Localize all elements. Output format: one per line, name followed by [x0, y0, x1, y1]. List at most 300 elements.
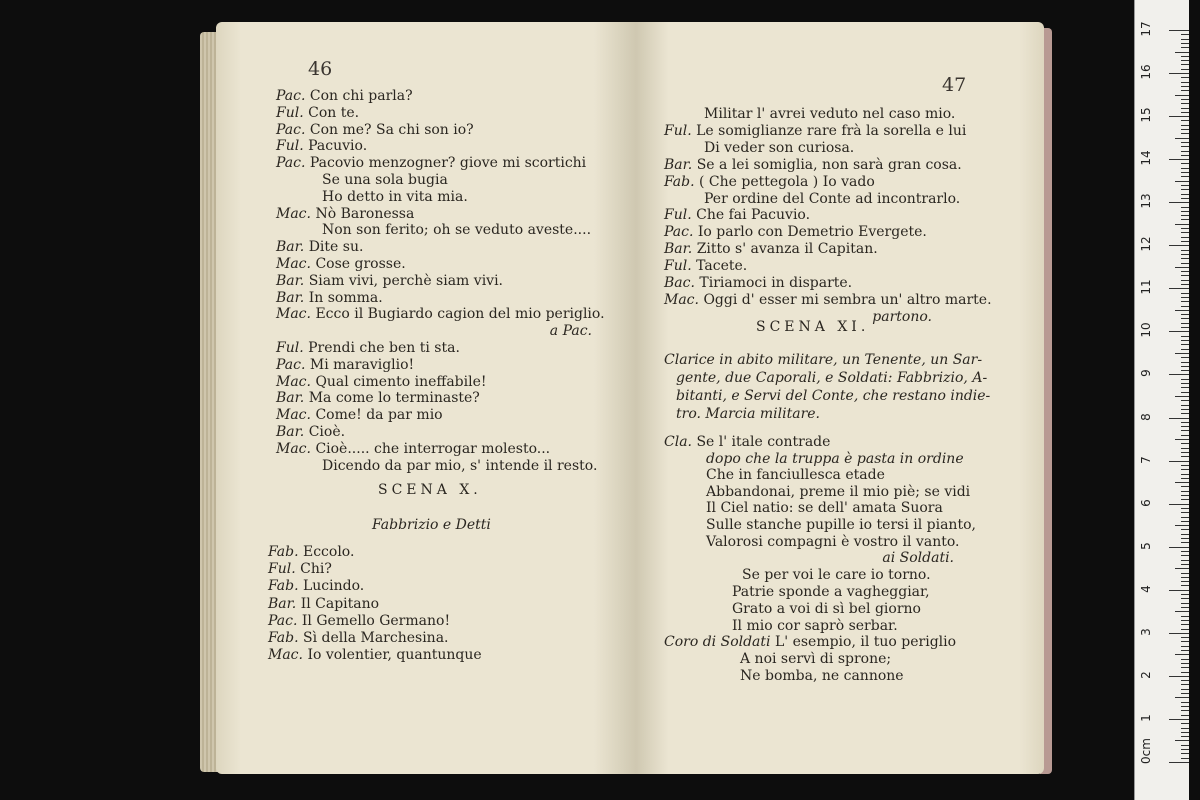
line-text: A noi servì di sprone; — [740, 651, 892, 667]
line-text: Oggi d' esser mi sembra un' altro marte. — [703, 291, 992, 308]
ruler-tick — [1181, 542, 1189, 543]
speaker-name: Fab. — [664, 173, 695, 190]
ruler-label: 14 — [1139, 150, 1153, 166]
speaker-name: Ful. — [664, 207, 692, 224]
ruler-tick — [1181, 435, 1189, 436]
speaker-name: Mac. — [276, 407, 311, 424]
chorus-line — [740, 651, 891, 667]
scene-subtitle: Fabbrizio e Detti — [372, 517, 491, 533]
text-line — [704, 140, 854, 156]
speaker-name: Bar. — [276, 289, 305, 306]
line-text: Cioè. — [308, 424, 346, 440]
ruler-tick — [1181, 254, 1189, 255]
text-line — [706, 517, 976, 533]
ruler-tick — [1181, 577, 1189, 578]
ruler-label: 4 — [1139, 584, 1153, 593]
ruler-tick — [1181, 293, 1189, 294]
ruler-tick — [1181, 650, 1189, 651]
ruler-tick — [1175, 138, 1189, 139]
ruler-tick — [1169, 202, 1189, 203]
line-text: Io parlo con Demetrio Evergete. — [697, 224, 927, 241]
line-text: Nò Baronessa — [315, 205, 415, 222]
ruler-tick — [1181, 207, 1189, 208]
verse-line: Grato a voi di sì bel giorno — [732, 601, 921, 617]
stage-direction: Clarice in abito militare, un Tenente, un Sar- — [664, 352, 983, 368]
line-text: Qual cimento ineffabile! — [315, 373, 487, 390]
line-text: In somma. — [308, 289, 383, 306]
ruler-tick — [1181, 517, 1189, 518]
ruler-tick — [1169, 331, 1189, 332]
ruler-tick — [1181, 155, 1189, 156]
measurement-ruler — [1134, 0, 1189, 800]
line-text: Dicendo da par mio, s' intende il resto. — [322, 457, 598, 474]
ruler-tick — [1181, 47, 1189, 48]
ruler-label: 13 — [1139, 193, 1153, 209]
ruler-tick — [1175, 353, 1189, 354]
line-text: Sulle stanche pupille io tersi il pianto, — [706, 517, 976, 533]
ruler-tick — [1181, 387, 1189, 388]
line-text: Le somiglianze rare frà la sorella e lui — [696, 122, 967, 139]
text-line — [664, 174, 875, 190]
speaker-name: Mac. — [664, 291, 699, 308]
speaker-name: Mac. — [276, 256, 311, 272]
ruler-tick — [1181, 90, 1189, 91]
text-line — [276, 239, 363, 255]
ruler-tick — [1181, 56, 1189, 57]
line-text: Di veder son curiosa. — [704, 139, 855, 156]
text-line — [276, 290, 383, 306]
ruler-tick — [1181, 452, 1189, 453]
chorus-label: Coro di Soldati — [664, 634, 771, 650]
text-line — [268, 578, 364, 594]
line-text: Se una sola bugia — [322, 172, 448, 188]
line-text: Sì della Marchesina. — [302, 630, 449, 646]
text-line — [664, 241, 878, 257]
line-text: dopo che la truppa è pasta in ordine — [706, 450, 964, 467]
ruler-tick — [1169, 461, 1189, 462]
ruler-label: 17 — [1139, 21, 1153, 37]
ruler-tick — [1181, 327, 1189, 328]
ruler-tick — [1181, 232, 1189, 233]
ruler-tick — [1181, 400, 1189, 401]
ruler-label: 8 — [1139, 412, 1153, 421]
ruler-tick — [1175, 525, 1189, 526]
ruler-tick — [1181, 448, 1189, 449]
ruler-tick — [1181, 271, 1189, 272]
chorus-line — [664, 634, 956, 650]
stage-direction: tro. Marcia militare. — [676, 406, 820, 422]
ruler-tick — [1181, 564, 1189, 565]
text-line — [872, 309, 932, 325]
ruler-tick — [1175, 611, 1189, 612]
ruler-tick — [1181, 723, 1189, 724]
line-text: Siam vivi, perchè siam vivi. — [308, 272, 504, 289]
line-text: Il Gemello Germano! — [301, 612, 451, 629]
text-line — [706, 451, 964, 467]
stage-direction: gente, due Caporali, e Soldati: Fabbrizio, A- — [676, 370, 988, 386]
ruler-tick — [1169, 676, 1189, 677]
ruler-tick — [1181, 340, 1189, 341]
ruler-tick — [1181, 129, 1189, 130]
ruler-tick — [1181, 258, 1189, 259]
ruler-tick — [1181, 125, 1189, 126]
line-text: Chi? — [300, 561, 332, 578]
stage-direction: partono. — [872, 308, 932, 325]
text-line — [704, 106, 955, 122]
ruler-tick — [1181, 598, 1189, 599]
ruler-tick — [1181, 82, 1189, 83]
ruler-tick — [1181, 344, 1189, 345]
ruler-tick — [1181, 176, 1189, 177]
line-text: Come! da par mio — [315, 407, 443, 424]
speaker-name: Bar. — [276, 239, 305, 256]
text-line — [322, 189, 468, 205]
ruler-tick — [1181, 60, 1189, 61]
scene-title: SCENA X. — [378, 482, 482, 498]
ruler-tick — [1181, 555, 1189, 556]
speaker-name: Mac. — [268, 647, 303, 664]
line-text: Ma come lo terminaste? — [308, 390, 480, 407]
ruler-tick — [1181, 146, 1189, 147]
text-line — [882, 550, 954, 566]
line-text: Cioè..... che interrogar molesto... — [315, 440, 551, 457]
ruler-tick — [1181, 749, 1189, 750]
ruler-tick — [1181, 120, 1189, 121]
ruler-tick — [1181, 603, 1189, 604]
line-text: Ecco il Bugiardo cagion del mio periglio. — [315, 306, 605, 323]
line-text: Con te. — [308, 104, 360, 121]
ruler-tick — [1181, 538, 1189, 539]
speaker-name: Pac. — [268, 612, 298, 629]
text-line — [706, 534, 959, 550]
ruler-tick — [1181, 430, 1189, 431]
ruler-tick — [1175, 740, 1189, 741]
text-line — [268, 561, 332, 577]
ruler-tick — [1169, 374, 1189, 375]
ruler-label: 11 — [1139, 279, 1153, 295]
text-line — [276, 374, 487, 390]
text-line — [276, 88, 413, 104]
line-text: Abbandonai, preme il mio piè; se vidi — [706, 483, 971, 500]
line-text: Per ordine del Conte ad incontrarlo. — [704, 190, 961, 207]
speaker-name: Ful. — [664, 258, 692, 275]
text-line — [276, 105, 359, 121]
speaker-name: Mac. — [276, 440, 311, 457]
speaker-name: Bar. — [268, 595, 297, 612]
text-line — [664, 292, 992, 308]
open-book — [200, 22, 1052, 778]
text-line — [664, 207, 810, 223]
ruler-tick — [1181, 64, 1189, 65]
ruler-tick — [1169, 590, 1189, 591]
ruler-tick — [1181, 142, 1189, 143]
ruler-tick — [1181, 702, 1189, 703]
text-line — [664, 275, 852, 291]
ruler-tick — [1181, 163, 1189, 164]
ruler-tick — [1181, 693, 1189, 694]
text-line — [664, 434, 830, 450]
ruler-tick — [1169, 633, 1189, 634]
ruler-tick — [1181, 728, 1189, 729]
ruler-tick — [1181, 710, 1189, 711]
ruler-tick — [1181, 684, 1189, 685]
ruler-tick — [1181, 77, 1189, 78]
ruler-tick — [1181, 573, 1189, 574]
text-line — [664, 157, 962, 173]
ruler-tick — [1181, 478, 1189, 479]
ruler-tick — [1181, 189, 1189, 190]
line-text: Cose grosse. — [315, 256, 406, 272]
speaker-name: Bar. — [664, 156, 693, 173]
ruler-tick — [1181, 495, 1189, 496]
ruler-tick — [1181, 486, 1189, 487]
text-line — [664, 258, 747, 274]
line-text: Io volentier, quantunque — [307, 647, 482, 664]
ruler-tick — [1181, 753, 1189, 754]
ruler-tick — [1181, 512, 1189, 513]
ruler-tick — [1181, 672, 1189, 673]
ruler-tick — [1181, 706, 1189, 707]
speaker-name: Ful. — [276, 138, 304, 155]
text-line — [706, 467, 885, 483]
ruler-tick — [1175, 95, 1189, 96]
ruler-tick — [1181, 637, 1189, 638]
ruler-label: 9 — [1139, 369, 1153, 378]
ruler-tick — [1181, 383, 1189, 384]
line-text: Lucindo. — [302, 578, 365, 595]
speaker-name: Fab. — [268, 578, 299, 595]
ruler-tick — [1169, 547, 1189, 548]
ruler-tick — [1181, 736, 1189, 737]
ruler-label: 5 — [1139, 541, 1153, 550]
ruler-tick — [1181, 607, 1189, 608]
text-line — [706, 500, 943, 516]
page-number: 46 — [308, 58, 333, 80]
text-line — [268, 596, 379, 612]
ruler-tick — [1175, 482, 1189, 483]
stage-direction: bitanti, e Servi del Conte, che restano indie- — [676, 388, 991, 404]
ruler-tick — [1181, 581, 1189, 582]
speaker-name: Ful. — [276, 340, 304, 356]
ruler-tick — [1181, 211, 1189, 212]
ruler-tick — [1175, 568, 1189, 569]
text-line — [268, 613, 450, 629]
ruler-tick — [1181, 379, 1189, 380]
ruler-tick — [1175, 267, 1189, 268]
ruler-tick — [1181, 99, 1189, 100]
ruler-tick — [1181, 508, 1189, 509]
ruler-label: 7 — [1139, 455, 1153, 464]
speaker-name: Bac. — [664, 275, 695, 291]
ruler-tick — [1181, 194, 1189, 195]
speaker-name: Pac. — [276, 88, 306, 104]
ruler-label: 15 — [1139, 107, 1153, 123]
ruler-tick — [1181, 263, 1189, 264]
ruler-label: 16 — [1139, 64, 1153, 80]
ruler-tick — [1181, 646, 1189, 647]
ruler-label: 6 — [1139, 498, 1153, 507]
text-line — [322, 222, 591, 238]
ruler-tick — [1181, 43, 1189, 44]
ruler-tick — [1169, 73, 1189, 74]
line-text: Il Ciel natio: se dell' amata Suora — [706, 500, 943, 517]
chorus-line — [740, 668, 904, 684]
ruler-tick — [1169, 719, 1189, 720]
ruler-tick — [1181, 318, 1189, 319]
ruler-tick — [1181, 323, 1189, 324]
ruler-tick — [1181, 215, 1189, 216]
ruler-tick — [1181, 392, 1189, 393]
ruler-tick — [1181, 133, 1189, 134]
text-line — [322, 458, 597, 474]
ruler-tick — [1181, 426, 1189, 427]
ruler-tick — [1175, 181, 1189, 182]
ruler-tick — [1181, 456, 1189, 457]
ruler-tick — [1181, 34, 1189, 35]
speaker-name: Pac. — [276, 121, 306, 138]
text-line — [664, 224, 927, 240]
ruler-tick — [1175, 52, 1189, 53]
line-text: Dite su. — [308, 239, 364, 256]
ruler-tick — [1181, 349, 1189, 350]
ruler-tick — [1175, 224, 1189, 225]
ruler-tick — [1181, 284, 1189, 285]
ruler-tick — [1169, 159, 1189, 160]
ruler-tick — [1181, 219, 1189, 220]
text-line — [322, 172, 448, 188]
ruler-tick — [1181, 39, 1189, 40]
text-line — [276, 441, 550, 457]
ruler-tick — [1181, 86, 1189, 87]
ruler-tick — [1181, 465, 1189, 466]
ruler-tick — [1181, 314, 1189, 315]
ruler-tick — [1181, 534, 1189, 535]
ruler-tick — [1181, 151, 1189, 152]
ruler-tick — [1181, 585, 1189, 586]
line-text: ( Che pettegola ) Io vado — [698, 173, 875, 190]
line-text: Mi maraviglio! — [309, 356, 415, 373]
line-text: Che fai Pacuvio. — [696, 207, 811, 224]
ruler-tick — [1181, 758, 1189, 759]
text-line — [268, 647, 482, 663]
speaker-name: Pac. — [664, 224, 694, 241]
text-line — [268, 630, 449, 646]
ruler-tick — [1169, 762, 1189, 763]
speaker-name: Bar. — [276, 424, 305, 440]
ruler-tick — [1181, 112, 1189, 113]
ruler-tick — [1175, 654, 1189, 655]
line-text: Eccolo. — [302, 544, 355, 560]
ruler-tick — [1181, 409, 1189, 410]
ruler-tick — [1181, 663, 1189, 664]
ruler-label: 1 — [1139, 714, 1153, 722]
line-text: Non son ferito; oh se veduto aveste.... — [322, 222, 592, 239]
text-line — [276, 407, 443, 423]
verse-line: Se per voi le care io torno. — [742, 567, 931, 583]
ruler-tick — [1181, 366, 1189, 367]
ruler-tick — [1181, 529, 1189, 530]
text-line — [550, 323, 592, 339]
ruler-tick — [1181, 301, 1189, 302]
text-line — [276, 122, 474, 138]
ruler-tick — [1181, 357, 1189, 358]
ruler-tick — [1175, 396, 1189, 397]
ruler-label: 10 — [1139, 322, 1153, 339]
ruler-tick — [1181, 280, 1189, 281]
line-text: Con chi parla? — [309, 88, 413, 104]
ruler-tick — [1181, 108, 1189, 109]
speaker-name: Fab. — [268, 630, 299, 646]
ruler-tick — [1181, 422, 1189, 423]
text-line — [276, 155, 586, 171]
ruler-tick — [1181, 616, 1189, 617]
ruler-tick — [1181, 370, 1189, 371]
speaker-name: Bar. — [276, 272, 305, 289]
ruler-tick — [1181, 469, 1189, 470]
ruler-tick — [1181, 491, 1189, 492]
ruler-tick — [1181, 680, 1189, 681]
scene-title: SCENA XI. — [756, 319, 870, 335]
ruler-tick — [1181, 198, 1189, 199]
ruler-tick — [1181, 228, 1189, 229]
ruler-tick — [1181, 732, 1189, 733]
ruler-tick — [1181, 499, 1189, 500]
stage-direction: ai Soldati. — [882, 550, 954, 567]
line-text: Che in fanciullesca etade — [706, 467, 885, 484]
ruler-tick — [1181, 521, 1189, 522]
ruler-tick — [1175, 697, 1189, 698]
ruler-tick — [1181, 641, 1189, 642]
speaker-name: Bar. — [664, 241, 693, 258]
ruler-tick — [1181, 297, 1189, 298]
page-number: 47 — [942, 74, 967, 96]
speaker-name: Ful. — [268, 561, 296, 578]
ruler-tick — [1181, 715, 1189, 716]
ruler-tick — [1169, 504, 1189, 505]
line-text: Militar l' avrei veduto nel caso mio. — [704, 106, 956, 122]
text-line — [276, 424, 345, 440]
ruler-tick — [1181, 172, 1189, 173]
ruler-tick — [1181, 275, 1189, 276]
ruler-tick — [1175, 439, 1189, 440]
speaker-name: Pac. — [276, 155, 306, 172]
left-page — [216, 22, 636, 774]
ruler-label: 12 — [1139, 236, 1153, 252]
speaker-name: Ful. — [276, 104, 304, 121]
ruler-tick — [1169, 288, 1189, 289]
ruler-tick — [1181, 620, 1189, 621]
ruler-tick — [1181, 241, 1189, 242]
text-line — [276, 340, 460, 356]
line-text: Se l' itale contrade — [696, 434, 831, 450]
line-text: Ho detto in vita mia. — [322, 188, 468, 205]
ruler-tick — [1169, 245, 1189, 246]
verse-line: Patrie sponde a vagheggiar, — [732, 584, 930, 600]
text-line — [276, 306, 605, 322]
text-line — [276, 206, 414, 222]
text-line — [706, 484, 970, 500]
text-line — [276, 390, 480, 406]
ruler-tick — [1169, 30, 1189, 31]
ruler-tick — [1181, 659, 1189, 660]
line-text: Con me? Sa chi son io? — [309, 121, 474, 138]
line-text: Tacete. — [696, 258, 748, 275]
ruler-tick — [1181, 168, 1189, 169]
ruler-tick — [1181, 474, 1189, 475]
line-text: L' esempio, il tuo periglio — [774, 634, 957, 650]
ruler-label: 3 — [1139, 628, 1153, 636]
ruler-tick — [1181, 306, 1189, 307]
